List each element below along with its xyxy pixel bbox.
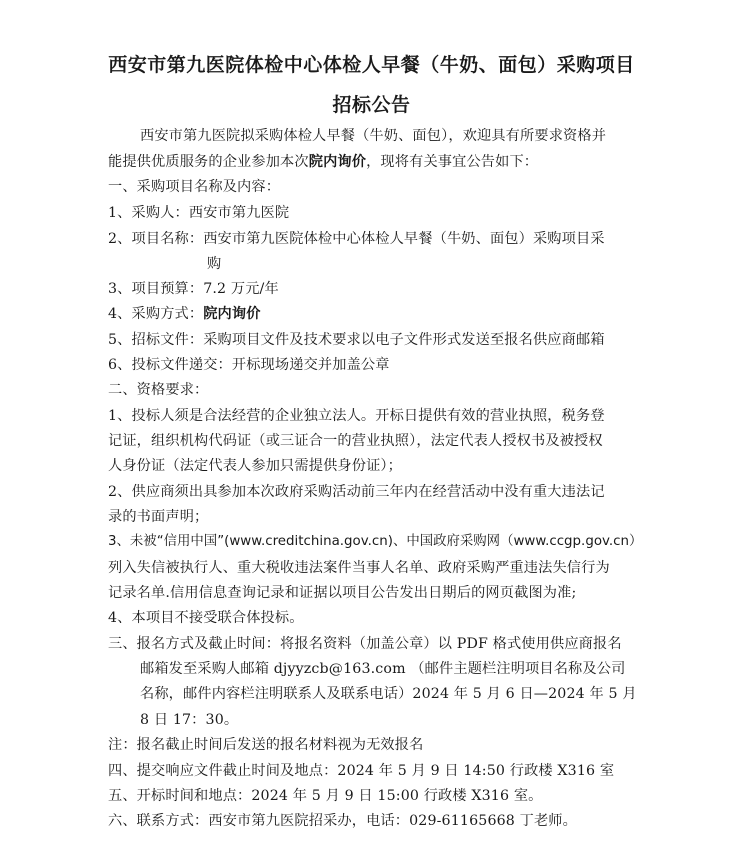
requirement-2-line-2: 录的书面声明； <box>108 509 209 525</box>
note-line: 注：报名截止时间后发送的报名材料视为无效报名 <box>108 737 424 753</box>
intro-paragraph-line-2 <box>108 152 538 172</box>
section-2-heading: 二、资格要求： <box>108 382 209 398</box>
intro-text: 能提供优质服务的企业参加本次 <box>108 154 309 170</box>
requirement-1-line-3: 人身份证（法定代表人参加只需提供身份证）； <box>108 458 402 474</box>
intro-paragraph-line-1: 西安市第九医院拟采购体检人早餐（牛奶、面包），欢迎具有所要求资格并 <box>140 128 607 144</box>
requirement-3-line-1: 3、未被“信用中国”(www.creditchina.gov.cn)、中国政府采购网（www.ccgp.gov.cn） <box>108 534 643 549</box>
procurement-method-label: 4、采购方式： <box>108 306 204 322</box>
registration-line-4: 8 日 17：30。 <box>140 712 239 728</box>
requirement-3-line-3: 记录名单.信用信息查询记录和证据以项目公告发出日期后的网页截图为准; <box>108 585 577 601</box>
tender-documents-item: 5、招标文件：采购项目文件及技术要求以电子文件形式发送至报名供应商邮箱 <box>108 332 605 348</box>
registration-line-1: 三、报名方式及截止时间：将报名资料（加盖公章）以 PDF 格式使用供应商报名 <box>108 636 622 652</box>
registration-line-3: 名称，邮件内容栏注明联系人及联系电话）2024 年 5 月 6 日—2024 年 5 月 <box>140 686 637 702</box>
section-6-contact: 六、联系方式：西安市第九医院招采办，电话：029-61165668 丁老师。 <box>108 813 577 829</box>
procurement-method-value: 院内询价 <box>203 306 261 322</box>
section-1-heading: 一、采购项目名称及内容： <box>108 179 281 195</box>
project-name-item: 2、项目名称：西安市第九医院体检中心体检人早餐（牛奶、面包）采购项目采 <box>108 231 605 247</box>
requirement-1-line-1: 1、投标人须是合法经营的企业独立法人。开标日提供有效的营业执照，税务登 <box>108 408 605 424</box>
inquiry-method-emphasis: 院内询价 <box>308 154 367 170</box>
project-name-continued: 购 <box>207 256 222 272</box>
registration-line-2: 邮箱发至采购人邮箱 djyyzcb@163.com （邮件主题栏注明项目名称及公司 <box>140 661 626 677</box>
purchaser-item: 1、采购人：西安市第九医院 <box>108 205 290 221</box>
procurement-method-item <box>108 304 261 324</box>
bid-submission-item: 6、投标文件递交：开标现场递交并加盖公章 <box>108 357 390 373</box>
document-title-line-1: 西安市第九医院体检中心体检人早餐（牛奶、面包）采购项目 <box>108 54 635 76</box>
requirement-3-line-2: 列入失信被执行人、重大税收违法案件当事人名单、政府采购严重违法失信行为 <box>108 560 610 576</box>
requirement-1-line-2: 记证，组织机构代码证（或三证合一的营业执照），法定代表人授权书及被授权 <box>108 433 603 449</box>
project-budget-item: 3、项目预算：7.2 万元/年 <box>108 281 279 297</box>
document-title-line-2: 招标公告 <box>332 94 411 116</box>
section-4-submission-deadline: 四、提交响应文件截止时间及地点：2024 年 5 月 9 日 14:50 行政楼 X316 室 <box>108 763 615 779</box>
requirement-2-line-1: 2、供应商须出具参加本次政府采购活动前三年内在经营活动中没有重大违法记 <box>108 484 605 500</box>
section-5-bid-opening: 五、开标时间和地点：2024 年 5 月 9 日 15:00 行政楼 X316 室。 <box>108 788 543 804</box>
intro-text-end: ，现将有关事宜公告如下： <box>366 154 539 170</box>
requirement-4: 4、本项目不接受联合体投标。 <box>108 610 304 626</box>
